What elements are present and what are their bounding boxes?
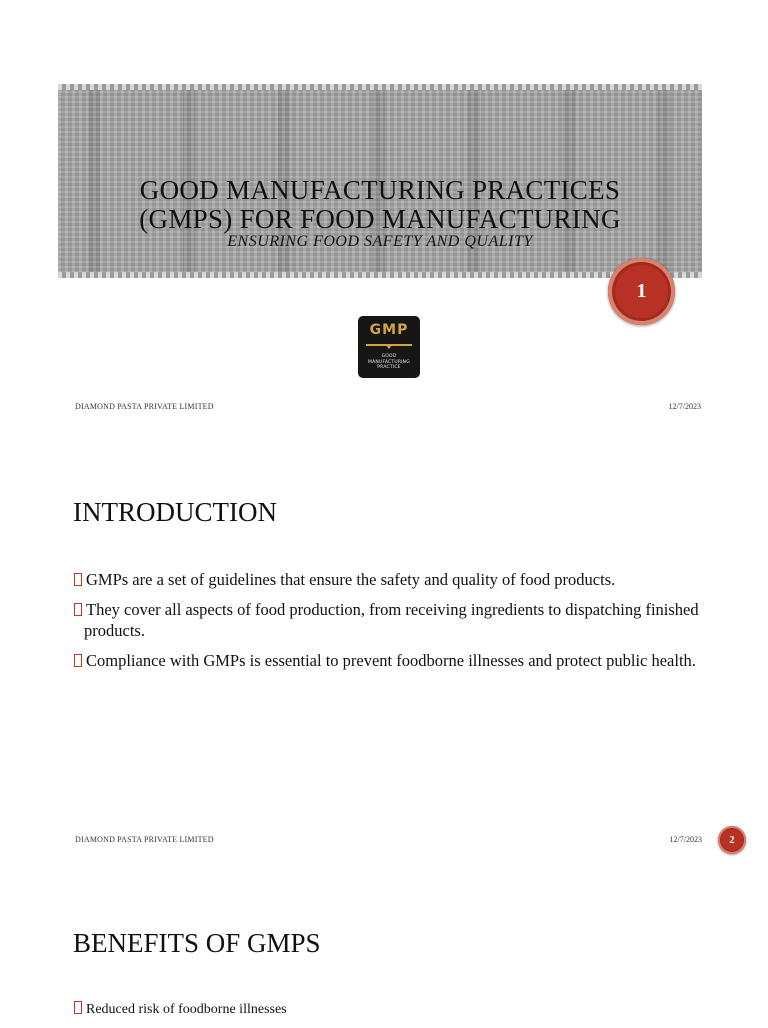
gmp-logo-subtext-line2: MANUFACTURING xyxy=(368,359,410,365)
benefits-slide xyxy=(0,870,768,1024)
bullet-icon xyxy=(74,573,82,586)
bullet-icon xyxy=(74,603,82,616)
banner-content xyxy=(58,96,702,266)
list-item-text: Compliance with GMPs is essential to prevent foodborne illnesses and protect public health. xyxy=(86,651,696,670)
slide-heading: INTRODUCTION xyxy=(73,497,277,527)
gmp-logo-subtext-line1: GOOD xyxy=(381,354,397,359)
list-item xyxy=(74,599,714,641)
list-item-text: GMPs are a set of guidelines that ensure the safety and quality of food products. xyxy=(86,570,616,589)
list-item xyxy=(74,1001,714,1019)
slide-number-badge: 2 xyxy=(718,826,746,854)
banner-top-strip xyxy=(58,84,702,90)
banner-bottom-strip xyxy=(58,272,702,278)
slide-title xyxy=(58,176,702,234)
slide-subtitle: ENSURING FOOD SAFETY AND QUALITY xyxy=(227,233,533,250)
footer-company: DIAMOND PASTA PRIVATE LIMITED xyxy=(75,402,214,411)
slide-title-line1: GOOD MANUFACTURING PRACTICES xyxy=(139,175,621,205)
title-banner xyxy=(58,84,702,278)
gmp-logo-text: GMP xyxy=(369,322,409,338)
footer-company: DIAMOND PASTA PRIVATE LIMITED xyxy=(75,835,214,844)
list-item xyxy=(74,569,714,590)
slide-number-badge: 1 xyxy=(608,258,675,325)
bullet-icon xyxy=(74,1001,82,1014)
bullet-icon xyxy=(74,654,82,667)
gmp-logo-chevron-icon xyxy=(385,344,393,349)
list-item-text: Reduced risk of foodborne illnesses xyxy=(86,1002,287,1017)
gmp-logo xyxy=(358,316,420,378)
gmp-logo-subtext xyxy=(362,354,416,371)
bullet-list xyxy=(74,569,714,680)
gmp-logo-subtext-line3: PRACTICE xyxy=(377,365,401,370)
footer-date: 12/7/2023 xyxy=(669,835,702,844)
introduction-slide xyxy=(0,440,768,860)
footer-date: 12/7/2023 xyxy=(668,402,701,411)
list-item-text: They cover all aspects of food production, from receiving ingredients to dispatching finished products. xyxy=(84,600,699,640)
slide-title-line2: (GMPS) FOR FOOD MANUFACTURING xyxy=(139,204,621,234)
slide-heading: BENEFITS OF GMPS xyxy=(73,928,321,958)
list-item xyxy=(74,650,714,671)
title-slide xyxy=(0,0,768,430)
